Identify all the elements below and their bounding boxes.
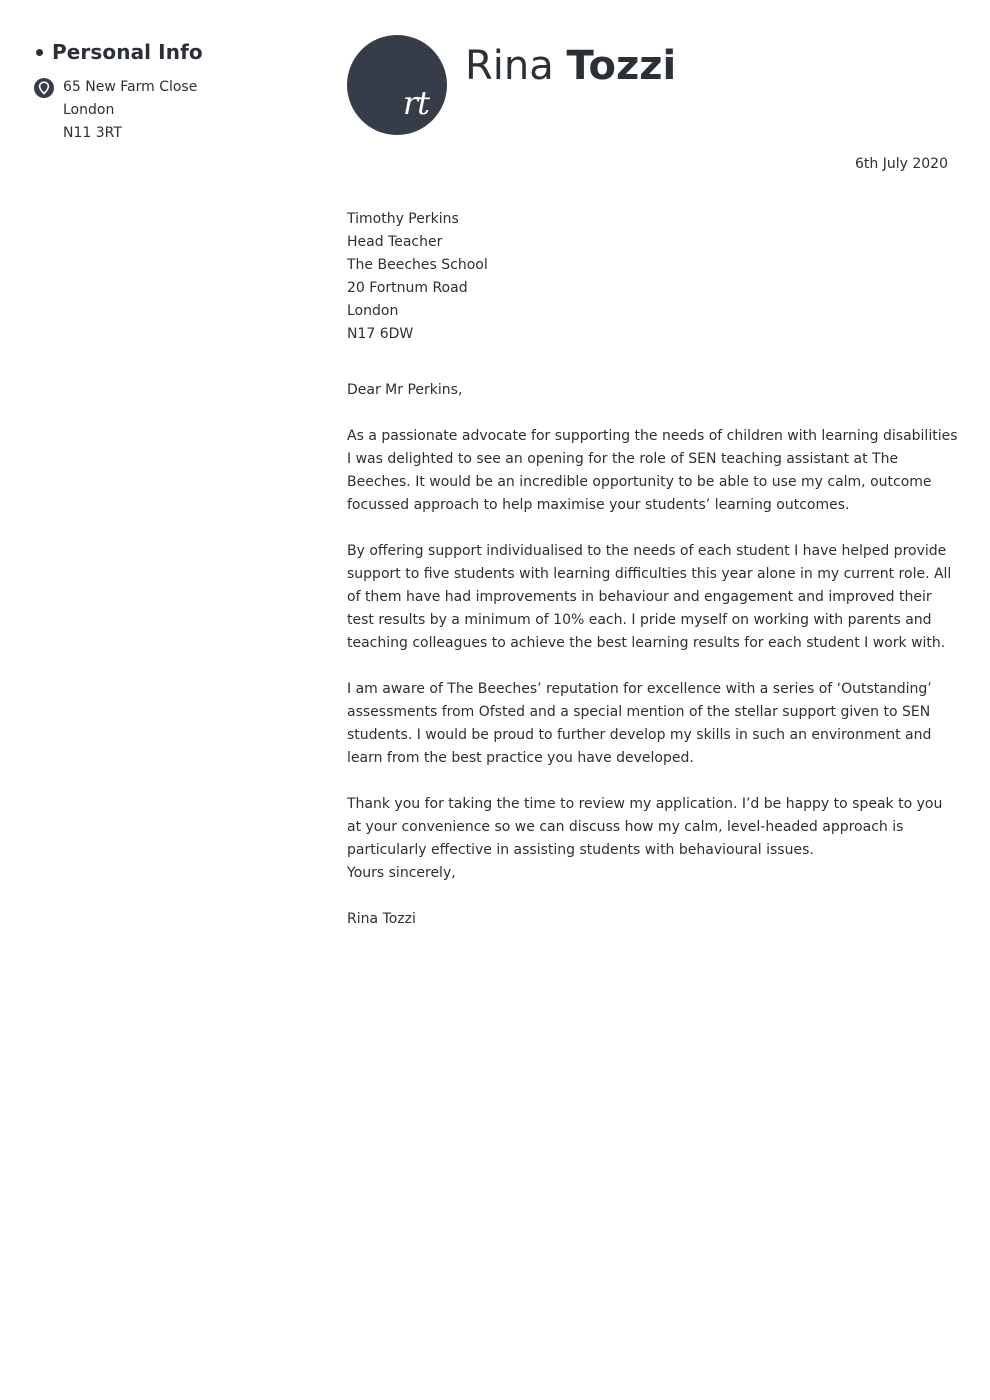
recipient-line: Timothy Perkins <box>347 211 459 227</box>
recipient-line: N17 6DW <box>347 326 414 342</box>
applicant-name <box>465 38 676 94</box>
letter-paragraph: As a passionate advocate for supporting the needs of children with learning disabilities I was delighted to see an opening for the role of SEN teaching assistant at The Beeches. It would be an incredible opportunity to be able to use my calm, outcome focussed approach to help maximise your students’ learning outcomes. <box>347 428 958 513</box>
address-line: London <box>63 102 115 118</box>
letter-paragraph: I am aware of The Beeches’ reputation for excellence with a series of ‘Outstanding’ assessments from Ofsted and a special mention of the stellar support given to SEN students. I would be proud to further develop my skills in such an environment and learn from the best practice you have developed. <box>347 681 932 766</box>
letter-paragraph: Thank you for taking the time to review my application. I’d be happy to speak to you at your convenience so we can discuss how my calm, level-headed approach is particularly effective in assisting students with behavioural issues. <box>347 796 943 858</box>
address-line: 65 New Farm Close <box>63 79 198 95</box>
signature-name: Rina Tozzi <box>347 911 416 927</box>
section-title: Personal Info <box>52 40 203 64</box>
address-block <box>34 76 294 145</box>
letter-body <box>347 208 959 931</box>
personal-info-heading <box>34 38 294 66</box>
recipient-line: London <box>347 303 399 319</box>
first-name: Rina <box>465 43 554 89</box>
address-line: N11 3RT <box>63 125 122 141</box>
recipient-line: The Beeches School <box>347 257 488 273</box>
monogram-avatar <box>347 35 447 135</box>
location-pin-icon <box>34 78 54 98</box>
letter-paragraph: By offering support individualised to the needs of each student I have helped provide support to five students with learning difficulties this year alone in my current role. All of them have had improvements in behaviour and engagement and improved their test results by a minimum of 10% each. I pride myself on working with parents and teaching colleagues to achieve the best learning results for each student I work with. <box>347 543 952 651</box>
recipient-line: 20 Fortnum Road <box>347 280 468 296</box>
sidebar <box>34 38 294 145</box>
closing: Yours sincerely, <box>347 865 456 881</box>
bullet-icon <box>36 49 43 56</box>
salutation: Dear Mr Perkins, <box>347 382 463 398</box>
recipient-address <box>347 208 959 346</box>
recipient-line: Head Teacher <box>347 234 443 250</box>
last-name: Tozzi <box>566 43 677 89</box>
letter-date: 6th July 2020 <box>855 156 948 172</box>
monogram-initials: rt <box>402 84 429 122</box>
